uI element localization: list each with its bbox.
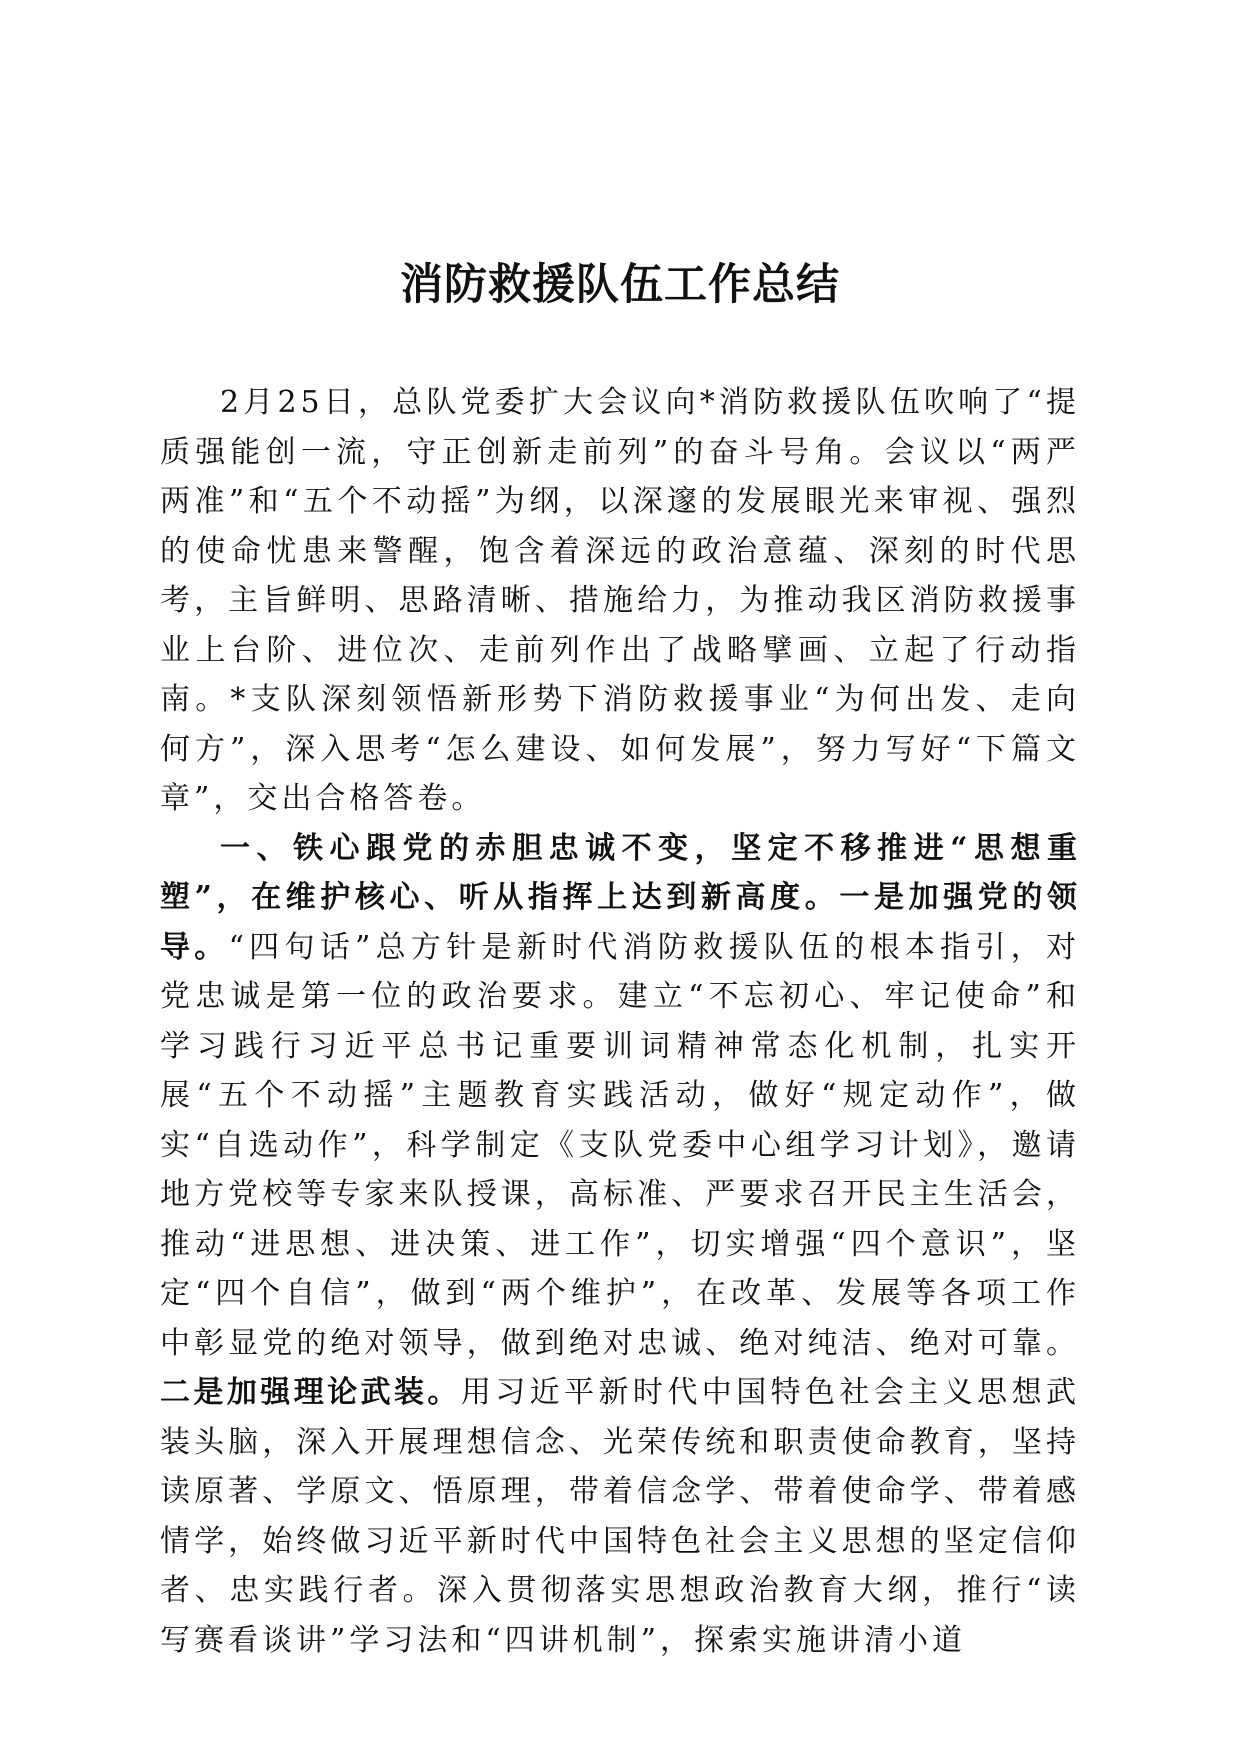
sub-point-label-2: 二是加强理论武装。 bbox=[160, 1375, 461, 1410]
sub-point-label-1: 一是加强党的领导。 bbox=[160, 880, 1080, 965]
sub-point-text-2: 用习近平新时代中国特色社会主义思想武装头脑，深入开展理想信念、光荣传统和职责使命教育，坚持读原著、学原文、悟原理，带着信念学、带着使命学、带着感情学，始终做习近平新时代中国特色社会主义思想的坚定信仰者、忠实践行者。深入贯彻落实思想政治教育大纲，推行“读写赛看谈讲”学习法和“四讲机制”，探索实施讲清小道 bbox=[160, 1375, 1081, 1658]
document-body bbox=[160, 378, 1080, 1665]
sub-point-text-1: “四句话”总方针是新时代消防救援队伍的根本指引，对党忠诚是第一位的政治要求。建立“不忘初心、牢记使命”和学习践行习近平总书记重要训词精神常态化机制，扎实开展“五个不动摇”主题教育实践活动，做好“规定动作”，做实“自选动作”，科学制定《支队党委中心组学习计划》，邀请地方党校等专家来队授课，高标准、严要求召开民主生活会，推动“进思想、进决策、进工作”，切实增强“四个意识”，坚定“四个自信”，做到“两个维护”，在改革、发展等各项工作中彰显党的绝对领导，做到绝对忠诚、绝对纯洁、绝对可靠。 bbox=[160, 929, 1080, 1361]
document-title: 消防救援队伍工作总结 bbox=[400, 260, 840, 310]
paragraph-intro: 2月25日，总队党委扩大会议向*消防救援队伍吹响了“提质强能创一流，守正创新走前列”的奋斗号角。会议以“两严两准”和“五个不动摇”为纲，以深邃的发展眼光来审视、强烈的使命忧患来警醒，饱含着深远的政治意蕴、深刻的时代思考，主旨鲜明、思路清晰、措施给力，为推动我区消防救援事业上台阶、进位次、走前列作出了战略擘画、立起了行动指南。*支队深刻领悟新形势下消防救援事业“为何出发、走向何方”，深入思考“怎么建设、如何发展”，努力写好“下篇文章”，交出合格答卷。 bbox=[160, 385, 1080, 816]
section-heading: 一、铁心跟党的赤胆忠诚不变，坚定不移推进“思想重塑”，在维护核心、听从指挥上达到新高度。 bbox=[160, 830, 1080, 915]
paragraph-section-one bbox=[160, 824, 1080, 1666]
